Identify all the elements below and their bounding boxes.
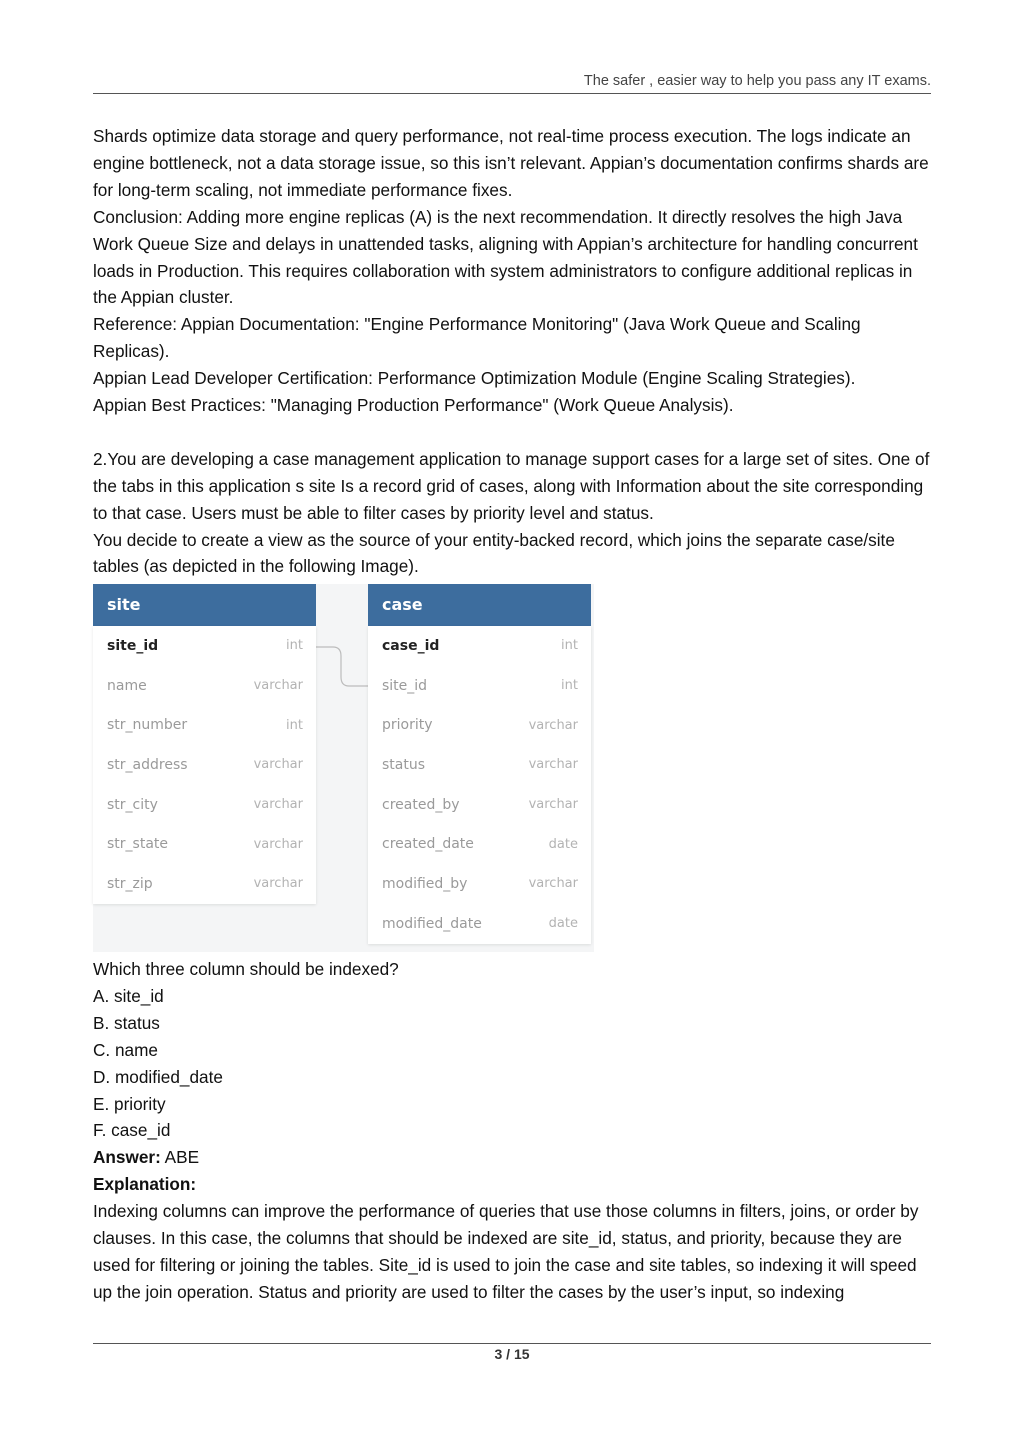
column-name: str_address — [107, 756, 188, 773]
question-context: You decide to create a view as the source of your entity-backed record, which joins the separate case/site tables (as depicted in the following Image). — [93, 529, 895, 577]
er-diagram — [93, 584, 594, 952]
column-name: status — [382, 756, 426, 773]
column-row — [93, 705, 316, 745]
column-type: int — [286, 717, 303, 733]
header-tagline: The safer , easier way to help you pass any IT exams. — [583, 73, 931, 89]
paragraph-certification: Appian Lead Developer Certification: Performance Optimization Module (Engine Scaling Strategies). — [93, 368, 856, 389]
column-row — [368, 666, 591, 706]
column-type: varchar — [253, 678, 303, 694]
column-name: name — [107, 677, 147, 694]
column-row — [93, 626, 316, 666]
column-type: varchar — [253, 876, 303, 892]
question-intro: 2.You are developing a case management application to manage support cases for a large set of sites. One of the tabs in this application s site Is a record grid of cases, along with Information about the site corresponding to that case. Users must be able to filter cases by priority level and status. — [93, 448, 930, 523]
site-table-columns — [93, 626, 316, 904]
case-table — [368, 584, 591, 944]
case-table-header: case — [368, 584, 591, 626]
column-name: modified_by — [382, 875, 468, 892]
option-d: D. modified_date — [93, 1066, 223, 1087]
column-row — [93, 785, 316, 825]
column-row — [93, 745, 316, 785]
header-divider — [93, 93, 931, 94]
paragraph-reference: Reference: Appian Documentation: "Engine Performance Monitoring" (Java Work Queue and Scaling Replicas). — [93, 314, 861, 362]
footer-divider — [93, 1343, 931, 1344]
column-type: int — [561, 638, 578, 654]
column-type: varchar — [253, 757, 303, 773]
page-number: 3 / 15 — [494, 1346, 530, 1362]
column-row — [368, 864, 591, 904]
answer-line — [93, 1144, 938, 1171]
column-type: date — [548, 836, 578, 852]
column-type: varchar — [253, 836, 303, 852]
answer-value: ABE — [164, 1147, 200, 1168]
column-row — [93, 864, 316, 904]
column-name: site_id — [382, 677, 428, 694]
paragraph-best-practices: Appian Best Practices: "Managing Production Performance" (Work Queue Analysis). — [93, 395, 734, 416]
column-row — [368, 785, 591, 825]
column-row — [368, 904, 591, 944]
answer-label: Answer: — [93, 1147, 161, 1168]
explanation-text: Indexing columns can improve the performance of queries that use those columns in filters, joins, or order by clauses. In this case, the columns that should be indexed are site_id, status, and priority, because they are used for filtering or joining the tables. Site_id is used to join the case and site tables, so indexing it will speed up the join operation. Status and priority are used to filter the cases by the user’s input, so indexing — [93, 1201, 919, 1302]
column-name: priority — [382, 717, 433, 734]
site-table — [93, 584, 316, 904]
option-f: F. case_id — [93, 1120, 171, 1141]
column-type: int — [286, 638, 303, 654]
column-name: modified_date — [382, 915, 482, 932]
explanation-continuation — [93, 123, 938, 580]
case-table-columns — [368, 626, 591, 944]
column-name: created_by — [382, 796, 460, 813]
column-name: str_zip — [107, 875, 153, 892]
column-name: site_id — [107, 637, 159, 654]
option-b: B. status — [93, 1012, 160, 1033]
column-name: case_id — [382, 637, 440, 654]
column-type: varchar — [528, 797, 578, 813]
column-row — [368, 626, 591, 666]
site-table-header: site — [93, 584, 316, 626]
question-prompt: Which three column should be indexed? — [93, 959, 399, 979]
column-name: str_number — [107, 717, 188, 734]
column-type: date — [548, 916, 578, 932]
option-a: A. site_id — [93, 985, 164, 1006]
column-type: varchar — [528, 717, 578, 733]
paragraph-conclusion: Conclusion: Adding more engine replicas (A) is the next recommendation. It directly resolves the high Java Work Queue Size and delays in unattended tasks, aligning with Appian’s architecture for handling concurrent loads in Production. This requires collaboration with system administrators to configure additional replicas in the Appian cluster. — [93, 206, 918, 308]
question-section — [93, 956, 938, 1306]
paragraph-shards: Shards optimize data storage and query performance, not real-time process execution. The logs indicate an engine bottleneck, not a data storage issue, so this isn’t relevant. Appian’s documentation confirms shards are for long-term scaling, not immediate performance fixes. — [93, 126, 929, 200]
column-type: varchar — [253, 797, 303, 813]
explanation-label: Explanation: — [93, 1174, 197, 1195]
column-type: varchar — [528, 757, 578, 773]
column-row — [93, 824, 316, 864]
column-row — [368, 705, 591, 745]
option-c: C. name — [93, 1039, 158, 1060]
column-name: str_state — [107, 836, 169, 853]
column-name: str_city — [107, 796, 158, 813]
column-row — [368, 824, 591, 864]
column-row — [93, 666, 316, 706]
option-e: E. priority — [93, 1093, 166, 1114]
column-type: int — [561, 678, 578, 694]
column-name: created_date — [382, 836, 474, 853]
column-type: varchar — [528, 876, 578, 892]
column-row — [368, 745, 591, 785]
